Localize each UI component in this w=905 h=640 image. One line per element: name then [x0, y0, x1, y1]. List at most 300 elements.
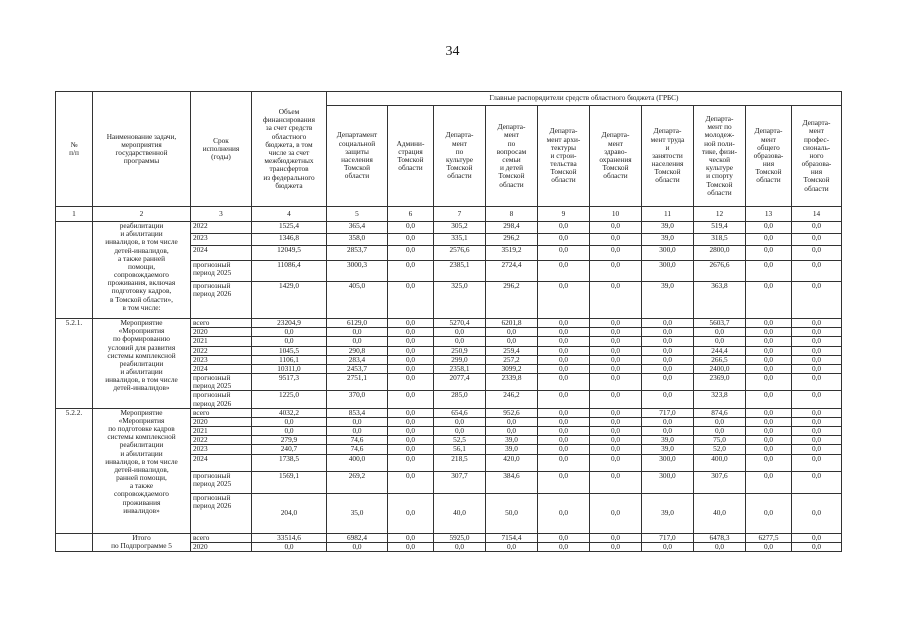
value-cell: 4032,2: [252, 408, 327, 417]
value-cell: 0,0: [590, 222, 642, 234]
value-cell: 0,0: [388, 427, 434, 436]
value-cell: 0,0: [590, 427, 642, 436]
value-cell: 0,0: [388, 471, 434, 493]
value-cell: 0,0: [388, 493, 434, 533]
value-cell: 0,0: [590, 282, 642, 319]
value-cell: 363,8: [694, 282, 746, 319]
value-cell: 0,0: [434, 337, 486, 346]
value-cell: 218,5: [434, 454, 486, 471]
value-cell: 0,0: [746, 328, 792, 337]
value-cell: 0,0: [434, 417, 486, 426]
term-cell: 2024: [191, 246, 252, 261]
value-cell: 0,0: [792, 355, 842, 364]
value-cell: 0,0: [538, 408, 590, 417]
value-cell: 1346,8: [252, 234, 327, 246]
column-number: 6: [388, 207, 434, 222]
column-number: 5: [327, 207, 388, 222]
value-cell: 0,0: [388, 319, 434, 328]
value-cell: 50,0: [486, 493, 538, 533]
term-cell: 2021: [191, 337, 252, 346]
term-cell: 2023: [191, 445, 252, 454]
measure-name: реабилитации и абилитации инвалидов, в том числе детей-инвалидов, а также ранней помощи, сопровождаемого проживания, включая подготовку кадров, в Томской области», в том числе:: [93, 222, 191, 319]
value-cell: 39,0: [642, 234, 694, 246]
value-cell: 56,1: [434, 445, 486, 454]
header-grbs-group: Главные распорядители средств областного бюджета (ГРБС): [327, 92, 842, 106]
value-cell: 717,0: [642, 533, 694, 542]
value-cell: 0,0: [538, 282, 590, 319]
value-cell: 0,0: [694, 427, 746, 436]
value-cell: 0,0: [792, 282, 842, 319]
table-row: [56, 222, 842, 234]
value-cell: 259,4: [486, 346, 538, 355]
term-cell: 2023: [191, 234, 252, 246]
header-grbs-5: Департа- мент архи- тектуры и строи- тельства Томской области: [538, 106, 590, 207]
value-cell: 300,0: [642, 246, 694, 261]
value-cell: 5925,0: [434, 533, 486, 542]
value-cell: 283,4: [327, 355, 388, 364]
value-cell: 0,0: [590, 493, 642, 533]
value-cell: 296,2: [486, 234, 538, 246]
value-cell: 0,0: [792, 319, 842, 328]
value-cell: 325,0: [434, 282, 486, 319]
value-cell: 0,0: [590, 417, 642, 426]
value-cell: 300,0: [642, 454, 694, 471]
term-cell: прогнозный период 2025: [191, 471, 252, 493]
value-cell: 0,0: [746, 493, 792, 533]
term-cell: 2022: [191, 222, 252, 234]
value-cell: 323,8: [694, 391, 746, 408]
value-cell: 2800,0: [694, 246, 746, 261]
value-cell: 0,0: [746, 355, 792, 364]
value-cell: 0,0: [792, 454, 842, 471]
value-cell: 307,7: [434, 471, 486, 493]
value-cell: 318,5: [694, 234, 746, 246]
value-cell: 11086,4: [252, 261, 327, 282]
value-cell: 0,0: [642, 355, 694, 364]
value-cell: 0,0: [538, 355, 590, 364]
value-cell: 0,0: [388, 282, 434, 319]
value-cell: 0,0: [746, 471, 792, 493]
term-cell: 2020: [191, 417, 252, 426]
value-cell: 0,0: [486, 427, 538, 436]
header-grbs-10: Департа- мент профес- сиональ- ного образова- ния Томской области: [792, 106, 842, 207]
column-number: 1: [56, 207, 93, 222]
row-number: 5.2.2.: [56, 408, 93, 533]
term-cell: 2022: [191, 436, 252, 445]
value-cell: 2400,0: [694, 364, 746, 373]
value-cell: 2676,6: [694, 261, 746, 282]
value-cell: 0,0: [746, 261, 792, 282]
value-cell: 74,6: [327, 436, 388, 445]
value-cell: 244,4: [694, 346, 746, 355]
value-cell: 0,0: [538, 319, 590, 328]
header-term: Срок исполнения (годы): [191, 92, 252, 207]
value-cell: 0,0: [327, 542, 388, 551]
term-cell: 2022: [191, 346, 252, 355]
column-number: 2: [93, 207, 191, 222]
value-cell: 240,7: [252, 445, 327, 454]
value-cell: 0,0: [590, 374, 642, 391]
value-cell: 204,0: [252, 493, 327, 533]
value-cell: 9517,3: [252, 374, 327, 391]
value-cell: 0,0: [538, 493, 590, 533]
value-cell: 0,0: [792, 542, 842, 551]
measure-name: Итого по Подпрограмме 5: [93, 533, 191, 551]
value-cell: 39,0: [642, 282, 694, 319]
term-cell: 2021: [191, 427, 252, 436]
value-cell: 0,0: [590, 246, 642, 261]
header-grbs-4: Департа- мент по вопросам семьи и детей Томской области: [486, 106, 538, 207]
value-cell: 0,0: [486, 337, 538, 346]
column-number: 8: [486, 207, 538, 222]
value-cell: 2751,1: [327, 374, 388, 391]
value-cell: 0,0: [590, 391, 642, 408]
value-cell: 0,0: [746, 417, 792, 426]
value-cell: 0,0: [388, 337, 434, 346]
value-cell: 246,2: [486, 391, 538, 408]
value-cell: 420,0: [486, 454, 538, 471]
value-cell: 0,0: [792, 246, 842, 261]
value-cell: 0,0: [538, 234, 590, 246]
column-number: 10: [590, 207, 642, 222]
value-cell: 0,0: [388, 445, 434, 454]
value-cell: 0,0: [642, 374, 694, 391]
value-cell: 0,0: [538, 445, 590, 454]
value-cell: 519,4: [694, 222, 746, 234]
term-cell: всего: [191, 319, 252, 328]
value-cell: 0,0: [746, 222, 792, 234]
value-cell: 39,0: [486, 445, 538, 454]
value-cell: 0,0: [327, 427, 388, 436]
value-cell: 39,0: [642, 493, 694, 533]
value-cell: 300,0: [642, 471, 694, 493]
value-cell: 6478,3: [694, 533, 746, 542]
value-cell: 0,0: [746, 454, 792, 471]
value-cell: 298,4: [486, 222, 538, 234]
value-cell: 2853,7: [327, 246, 388, 261]
value-cell: 0,0: [327, 337, 388, 346]
value-cell: 296,2: [486, 282, 538, 319]
value-cell: 0,0: [388, 355, 434, 364]
value-cell: 0,0: [388, 542, 434, 551]
value-cell: 6201,8: [486, 319, 538, 328]
column-number: 13: [746, 207, 792, 222]
value-cell: 0,0: [746, 427, 792, 436]
term-cell: прогнозный период 2026: [191, 282, 252, 319]
measure-name: Мероприятие «Мероприятия по подготовке кадров системы комплексной реабилитации и абилитации инвалидов, в том числе детей-инвалидов, ранней помощи, а также сопровождаемого проживания инвалидов»: [93, 408, 191, 533]
term-cell: прогнозный период 2026: [191, 391, 252, 408]
value-cell: 279,9: [252, 436, 327, 445]
value-cell: 0,0: [590, 542, 642, 551]
value-cell: 52,0: [694, 445, 746, 454]
financing-table: [55, 91, 842, 552]
value-cell: 3519,2: [486, 246, 538, 261]
value-cell: 0,0: [388, 436, 434, 445]
value-cell: 0,0: [388, 222, 434, 234]
header-grbs-2: Админи- страция Томской области: [388, 106, 434, 207]
value-cell: 0,0: [642, 319, 694, 328]
value-cell: 0,0: [642, 337, 694, 346]
value-cell: 0,0: [388, 346, 434, 355]
value-cell: 370,0: [327, 391, 388, 408]
value-cell: 0,0: [746, 282, 792, 319]
value-cell: 1569,1: [252, 471, 327, 493]
value-cell: 250,9: [434, 346, 486, 355]
value-cell: 0,0: [590, 337, 642, 346]
value-cell: 5603,7: [694, 319, 746, 328]
value-cell: 2358,1: [434, 364, 486, 373]
value-cell: 0,0: [590, 364, 642, 373]
value-cell: 3000,3: [327, 261, 388, 282]
term-cell: 2020: [191, 542, 252, 551]
value-cell: 0,0: [792, 391, 842, 408]
value-cell: 0,0: [538, 542, 590, 551]
value-cell: 0,0: [642, 346, 694, 355]
value-cell: 0,0: [792, 346, 842, 355]
value-cell: 365,4: [327, 222, 388, 234]
value-cell: 0,0: [590, 408, 642, 417]
value-cell: 0,0: [694, 328, 746, 337]
value-cell: 0,0: [746, 319, 792, 328]
value-cell: 0,0: [486, 328, 538, 337]
value-cell: 2077,4: [434, 374, 486, 391]
value-cell: 0,0: [388, 261, 434, 282]
value-cell: 40,0: [694, 493, 746, 533]
value-cell: 0,0: [388, 408, 434, 417]
header-no: № п/п: [56, 92, 93, 207]
value-cell: 0,0: [538, 337, 590, 346]
header-grbs-9: Департа- мент общего образова- ния Томской области: [746, 106, 792, 207]
value-cell: 0,0: [746, 246, 792, 261]
row-number: 5.2.1.: [56, 319, 93, 409]
value-cell: 300,0: [642, 261, 694, 282]
value-cell: 0,0: [327, 328, 388, 337]
value-cell: 0,0: [792, 533, 842, 542]
value-cell: 0,0: [388, 246, 434, 261]
value-cell: 0,0: [538, 328, 590, 337]
column-number: 4: [252, 207, 327, 222]
value-cell: 853,4: [327, 408, 388, 417]
value-cell: 0,0: [746, 234, 792, 246]
value-cell: 0,0: [538, 454, 590, 471]
value-cell: 0,0: [388, 364, 434, 373]
value-cell: 75,0: [694, 436, 746, 445]
value-cell: 0,0: [590, 471, 642, 493]
value-cell: 0,0: [252, 427, 327, 436]
page-number: 34: [445, 44, 460, 59]
value-cell: 400,0: [694, 454, 746, 471]
header-grbs-6: Департа- мент здраво- охранения Томской области: [590, 106, 642, 207]
value-cell: 7154,4: [486, 533, 538, 542]
value-cell: 0,0: [792, 328, 842, 337]
value-cell: 0,0: [538, 246, 590, 261]
value-cell: 0,0: [434, 427, 486, 436]
header-volume: Объем финансирования за счет средств областного бюджета, в том числе за счет межбюджетных трансфертов из федерального бюджета: [252, 92, 327, 207]
value-cell: 290,8: [327, 346, 388, 355]
value-cell: 299,0: [434, 355, 486, 364]
value-cell: 1225,0: [252, 391, 327, 408]
value-cell: 0,0: [590, 346, 642, 355]
value-cell: 6982,4: [327, 533, 388, 542]
value-cell: 0,0: [694, 542, 746, 551]
value-cell: 0,0: [388, 391, 434, 408]
value-cell: 0,0: [252, 542, 327, 551]
value-cell: 0,0: [746, 346, 792, 355]
value-cell: 35,0: [327, 493, 388, 533]
value-cell: 5270,4: [434, 319, 486, 328]
measure-name: Мероприятие «Мероприятия по формированию условий для развития системы комплексной реабилитации и абилитации инвалидов, в том числе детей-инвалидов»: [93, 319, 191, 409]
value-cell: 0,0: [388, 374, 434, 391]
value-cell: 952,6: [486, 408, 538, 417]
term-cell: 2023: [191, 355, 252, 364]
value-cell: 1045,5: [252, 346, 327, 355]
value-cell: 0,0: [792, 408, 842, 417]
value-cell: 2385,1: [434, 261, 486, 282]
column-number: 3: [191, 207, 252, 222]
value-cell: 0,0: [538, 261, 590, 282]
value-cell: 0,0: [792, 471, 842, 493]
value-cell: 0,0: [746, 436, 792, 445]
value-cell: 0,0: [538, 222, 590, 234]
term-cell: прогнозный период 2025: [191, 261, 252, 282]
value-cell: 307,6: [694, 471, 746, 493]
value-cell: 0,0: [590, 328, 642, 337]
value-cell: 2339,8: [486, 374, 538, 391]
value-cell: 0,0: [792, 222, 842, 234]
value-cell: 0,0: [642, 417, 694, 426]
value-cell: 39,0: [486, 436, 538, 445]
value-cell: 0,0: [252, 417, 327, 426]
value-cell: 10311,0: [252, 364, 327, 373]
term-cell: 2024: [191, 454, 252, 471]
value-cell: 0,0: [388, 533, 434, 542]
column-number: 7: [434, 207, 486, 222]
value-cell: 0,0: [590, 234, 642, 246]
value-cell: 269,2: [327, 471, 388, 493]
value-cell: 52,5: [434, 436, 486, 445]
value-cell: 0,0: [792, 337, 842, 346]
value-cell: 0,0: [792, 261, 842, 282]
value-cell: 0,0: [792, 234, 842, 246]
value-cell: 0,0: [590, 454, 642, 471]
term-cell: всего: [191, 408, 252, 417]
value-cell: 74,6: [327, 445, 388, 454]
value-cell: 0,0: [746, 445, 792, 454]
value-cell: 0,0: [746, 391, 792, 408]
value-cell: 874,6: [694, 408, 746, 417]
header-grbs-1: Департамент социальной защиты населения Томской области: [327, 106, 388, 207]
value-cell: 0,0: [590, 445, 642, 454]
value-cell: 0,0: [792, 493, 842, 533]
table-row: [56, 533, 842, 542]
value-cell: 0,0: [642, 542, 694, 551]
value-cell: 0,0: [388, 454, 434, 471]
value-cell: 1106,1: [252, 355, 327, 364]
value-cell: 0,0: [327, 417, 388, 426]
value-cell: 0,0: [252, 337, 327, 346]
value-cell: 2369,0: [694, 374, 746, 391]
value-cell: 0,0: [792, 374, 842, 391]
table-row: [56, 408, 842, 417]
value-cell: 39,0: [642, 445, 694, 454]
value-cell: 0,0: [642, 391, 694, 408]
term-cell: 2024: [191, 364, 252, 373]
value-cell: 0,0: [642, 364, 694, 373]
value-cell: 2576,6: [434, 246, 486, 261]
value-cell: 2724,4: [486, 261, 538, 282]
value-cell: 6129,0: [327, 319, 388, 328]
value-cell: 358,0: [327, 234, 388, 246]
row-number: [56, 222, 93, 319]
term-cell: прогнозный период 2026: [191, 493, 252, 533]
value-cell: 0,0: [746, 374, 792, 391]
value-cell: 0,0: [694, 337, 746, 346]
value-cell: 335,1: [434, 234, 486, 246]
value-cell: 0,0: [434, 542, 486, 551]
column-number: 11: [642, 207, 694, 222]
value-cell: 0,0: [642, 328, 694, 337]
value-cell: 0,0: [590, 261, 642, 282]
value-cell: 0,0: [538, 436, 590, 445]
header-name: Наименование задачи, мероприятия государственной программы: [93, 92, 191, 207]
column-number: 14: [792, 207, 842, 222]
value-cell: 0,0: [388, 328, 434, 337]
header-grbs-8: Департа- мент по молодеж- ной поли- тике, физи- ческой культуре и спорту Томской области: [694, 106, 746, 207]
value-cell: 33514,6: [252, 533, 327, 542]
value-cell: 0,0: [538, 427, 590, 436]
value-cell: 0,0: [746, 408, 792, 417]
value-cell: 0,0: [538, 346, 590, 355]
column-number: 9: [538, 207, 590, 222]
value-cell: 0,0: [538, 471, 590, 493]
table-row: [56, 319, 842, 328]
value-cell: 23204,9: [252, 319, 327, 328]
value-cell: 12049,5: [252, 246, 327, 261]
value-cell: 266,5: [694, 355, 746, 364]
value-cell: 0,0: [486, 417, 538, 426]
value-cell: 3099,2: [486, 364, 538, 373]
value-cell: 0,0: [792, 417, 842, 426]
row-number: [56, 533, 93, 551]
value-cell: 0,0: [792, 427, 842, 436]
value-cell: 0,0: [590, 319, 642, 328]
value-cell: 400,0: [327, 454, 388, 471]
value-cell: 0,0: [486, 542, 538, 551]
term-cell: 2020: [191, 328, 252, 337]
value-cell: 0,0: [746, 364, 792, 373]
value-cell: 6277,5: [746, 533, 792, 542]
value-cell: 0,0: [792, 445, 842, 454]
value-cell: 39,0: [642, 436, 694, 445]
term-cell: всего: [191, 533, 252, 542]
value-cell: 0,0: [746, 337, 792, 346]
value-cell: 384,6: [486, 471, 538, 493]
value-cell: 1525,4: [252, 222, 327, 234]
term-cell: прогнозный период 2025: [191, 374, 252, 391]
value-cell: 305,2: [434, 222, 486, 234]
value-cell: 0,0: [388, 234, 434, 246]
value-cell: 0,0: [538, 374, 590, 391]
value-cell: 0,0: [388, 417, 434, 426]
value-cell: 717,0: [642, 408, 694, 417]
value-cell: 0,0: [792, 364, 842, 373]
header-grbs-3: Департа- мент по культуре Томской области: [434, 106, 486, 207]
value-cell: 0,0: [590, 355, 642, 364]
value-cell: 0,0: [538, 417, 590, 426]
value-cell: 0,0: [538, 364, 590, 373]
value-cell: 0,0: [252, 328, 327, 337]
value-cell: 0,0: [538, 533, 590, 542]
